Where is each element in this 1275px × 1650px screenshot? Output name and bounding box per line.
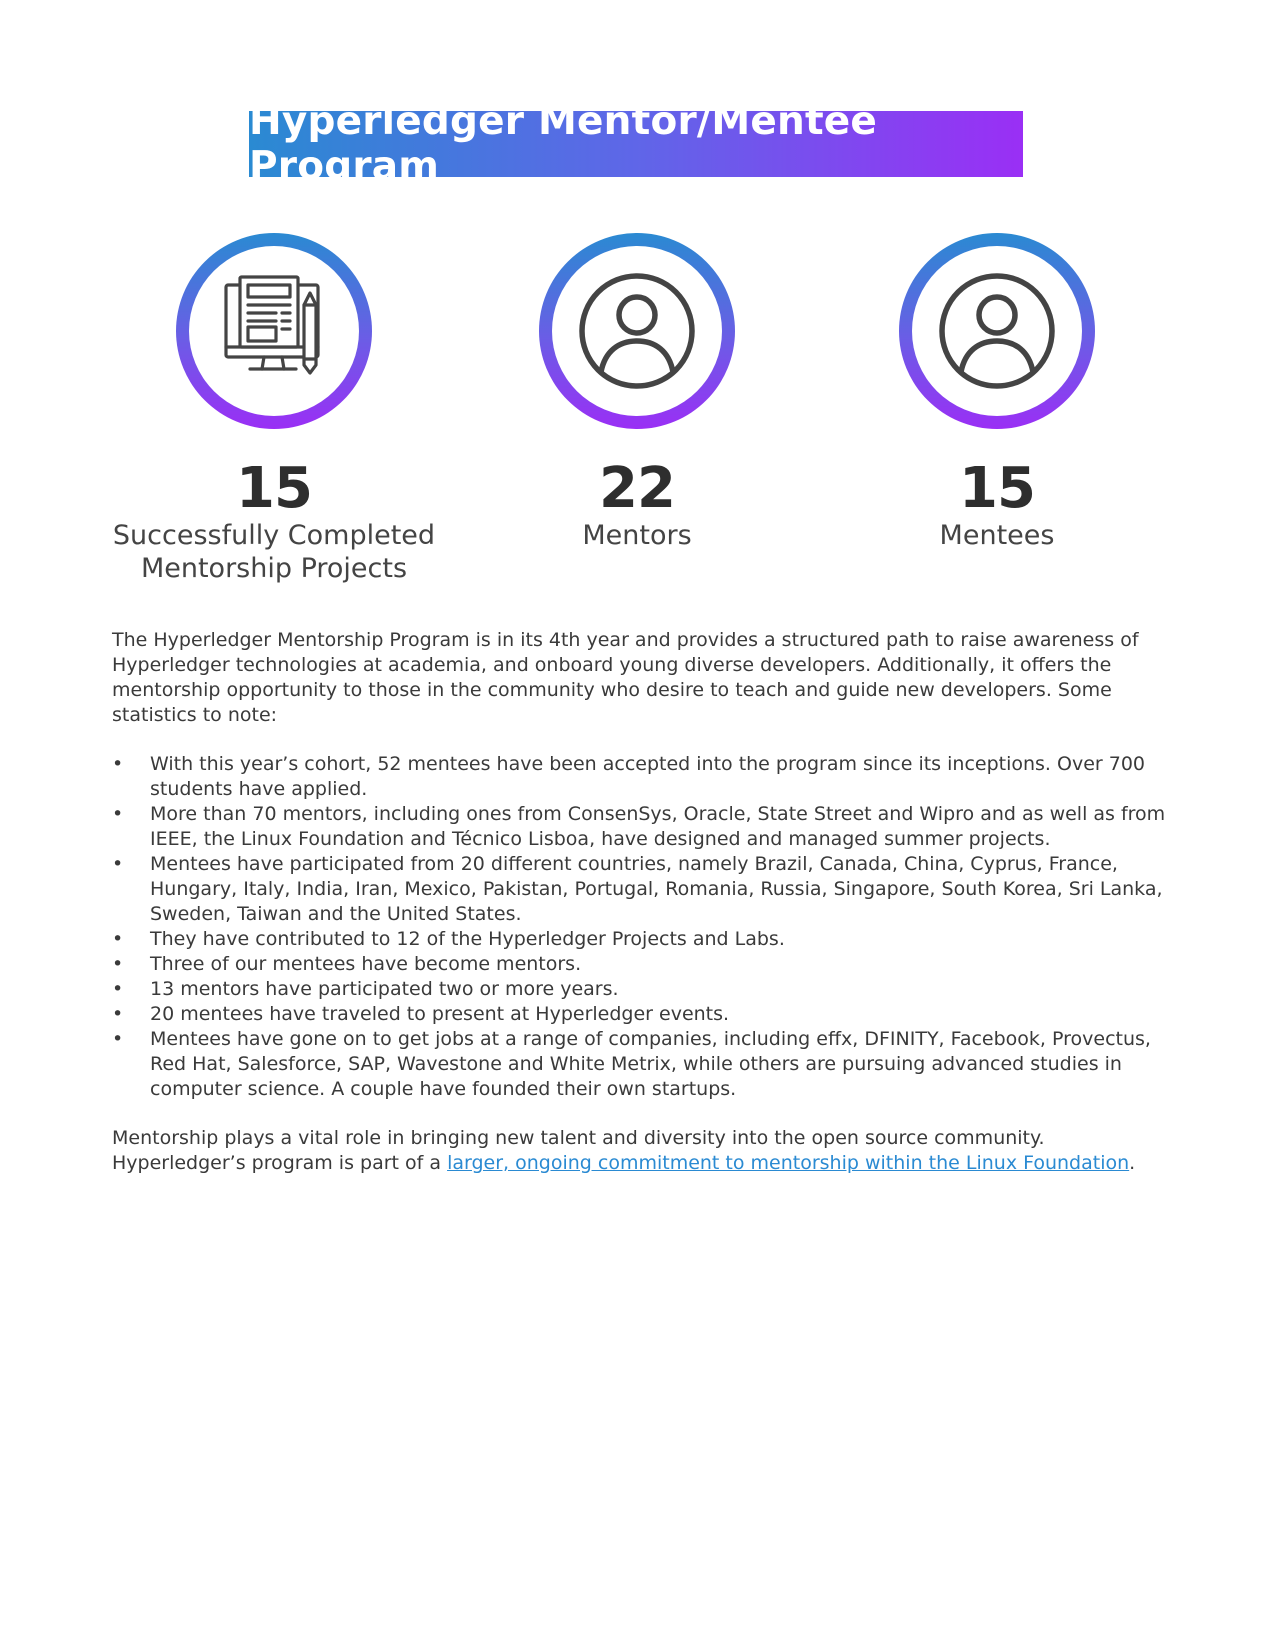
bullet-marker: •	[112, 953, 124, 975]
list-item: • With this year’s cohort, 52 mentees have been accepted into the program since its inceptions. Over 700 students have applied.	[112, 753, 1146, 800]
bullet-marker: •	[112, 853, 124, 875]
stat-label	[467, 519, 807, 552]
list-item: • Mentees have gone on to get jobs at a range of companies, including effx, DFINITY, Facebook, Provectus, Red Hat, Salesforce, SAP, Wavestone and White Metrix, while others are pursuing advanced studies in computer science. A couple have founded their own startups.	[112, 1028, 1151, 1100]
intro-paragraph: The Hyperledger Mentorship Program is in its 4th year and provides a structured path to raise awareness of Hyperledger technologies at academia, and onboard young diverse developers. Additionally, it offers the mentorship opportunity to those in the community who desire to teach and guide new developers. Some statistics to note:	[112, 629, 1139, 726]
list-item: • Three of our mentees have become mentors.	[112, 953, 582, 975]
stat-label-line: Successfully Completed	[112, 520, 436, 551]
list-item: • 13 mentors have participated two or more years.	[112, 978, 619, 1000]
bullet-marker: •	[112, 978, 124, 1000]
stat-mentees	[827, 233, 1167, 552]
stat-label-line: Mentors	[582, 520, 692, 551]
list-item: • More than 70 mentors, including ones from ConsenSys, Oracle, State Street and Wipro and as well as from IEEE, the Linux Foundation and Técnico Lisboa, have designed and managed summer projects.	[112, 803, 1166, 850]
bullet-marker: •	[112, 803, 124, 825]
bullet-marker: •	[112, 1003, 124, 1025]
linux-foundation-mentorship-link[interactable]: larger, ongoing commitment to mentorship within the Linux Foundation	[447, 1152, 1130, 1174]
stat-label-line: Mentees	[939, 520, 1055, 551]
title-banner	[249, 99, 1023, 189]
stat-number: 22	[599, 456, 675, 521]
page-title: Hyperledger Mentor/Mentee Program	[249, 99, 878, 189]
body-content	[112, 628, 1172, 1176]
bullet-marker: •	[112, 1028, 124, 1050]
closing-paragraph: Mentorship plays a vital role in bringing new talent and diversity into the open source community. Hyperledger’s program is part of a larger, ongoing commitment to mentorship within the Linux Foundation.	[112, 1127, 1136, 1174]
stat-label	[827, 519, 1167, 552]
stat-projects	[104, 233, 444, 585]
stat-ring	[539, 233, 735, 429]
user-circle-icon	[575, 269, 699, 393]
list-item: • 20 mentees have traveled to present at Hyperledger events.	[112, 1003, 730, 1025]
bullet-marker: •	[112, 753, 124, 775]
list-item: • Mentees have participated from 20 different countries, namely Brazil, Canada, China, Cyprus, France, Hungary, Italy, India, Iran, Mexico, Pakistan, Portugal, Romania, Russia, Singapore, South Korea, Sri Lanka, Sweden, Taiwan and the United States.	[112, 853, 1163, 925]
stat-number: 15	[236, 456, 312, 521]
stat-number: 15	[959, 456, 1035, 521]
stat-label	[104, 519, 444, 585]
user-circle-icon	[935, 269, 1059, 393]
list-item: • They have contributed to 12 of the Hyperledger Projects and Labs.	[112, 928, 785, 950]
statistics-list	[112, 752, 1172, 1102]
bullet-marker: •	[112, 928, 124, 950]
stat-mentors	[467, 233, 807, 552]
stat-ring	[899, 233, 1095, 429]
document-monitor-pencil-icon	[212, 269, 336, 393]
stat-label-line: Mentorship Projects	[140, 553, 408, 584]
stat-ring	[176, 233, 372, 429]
